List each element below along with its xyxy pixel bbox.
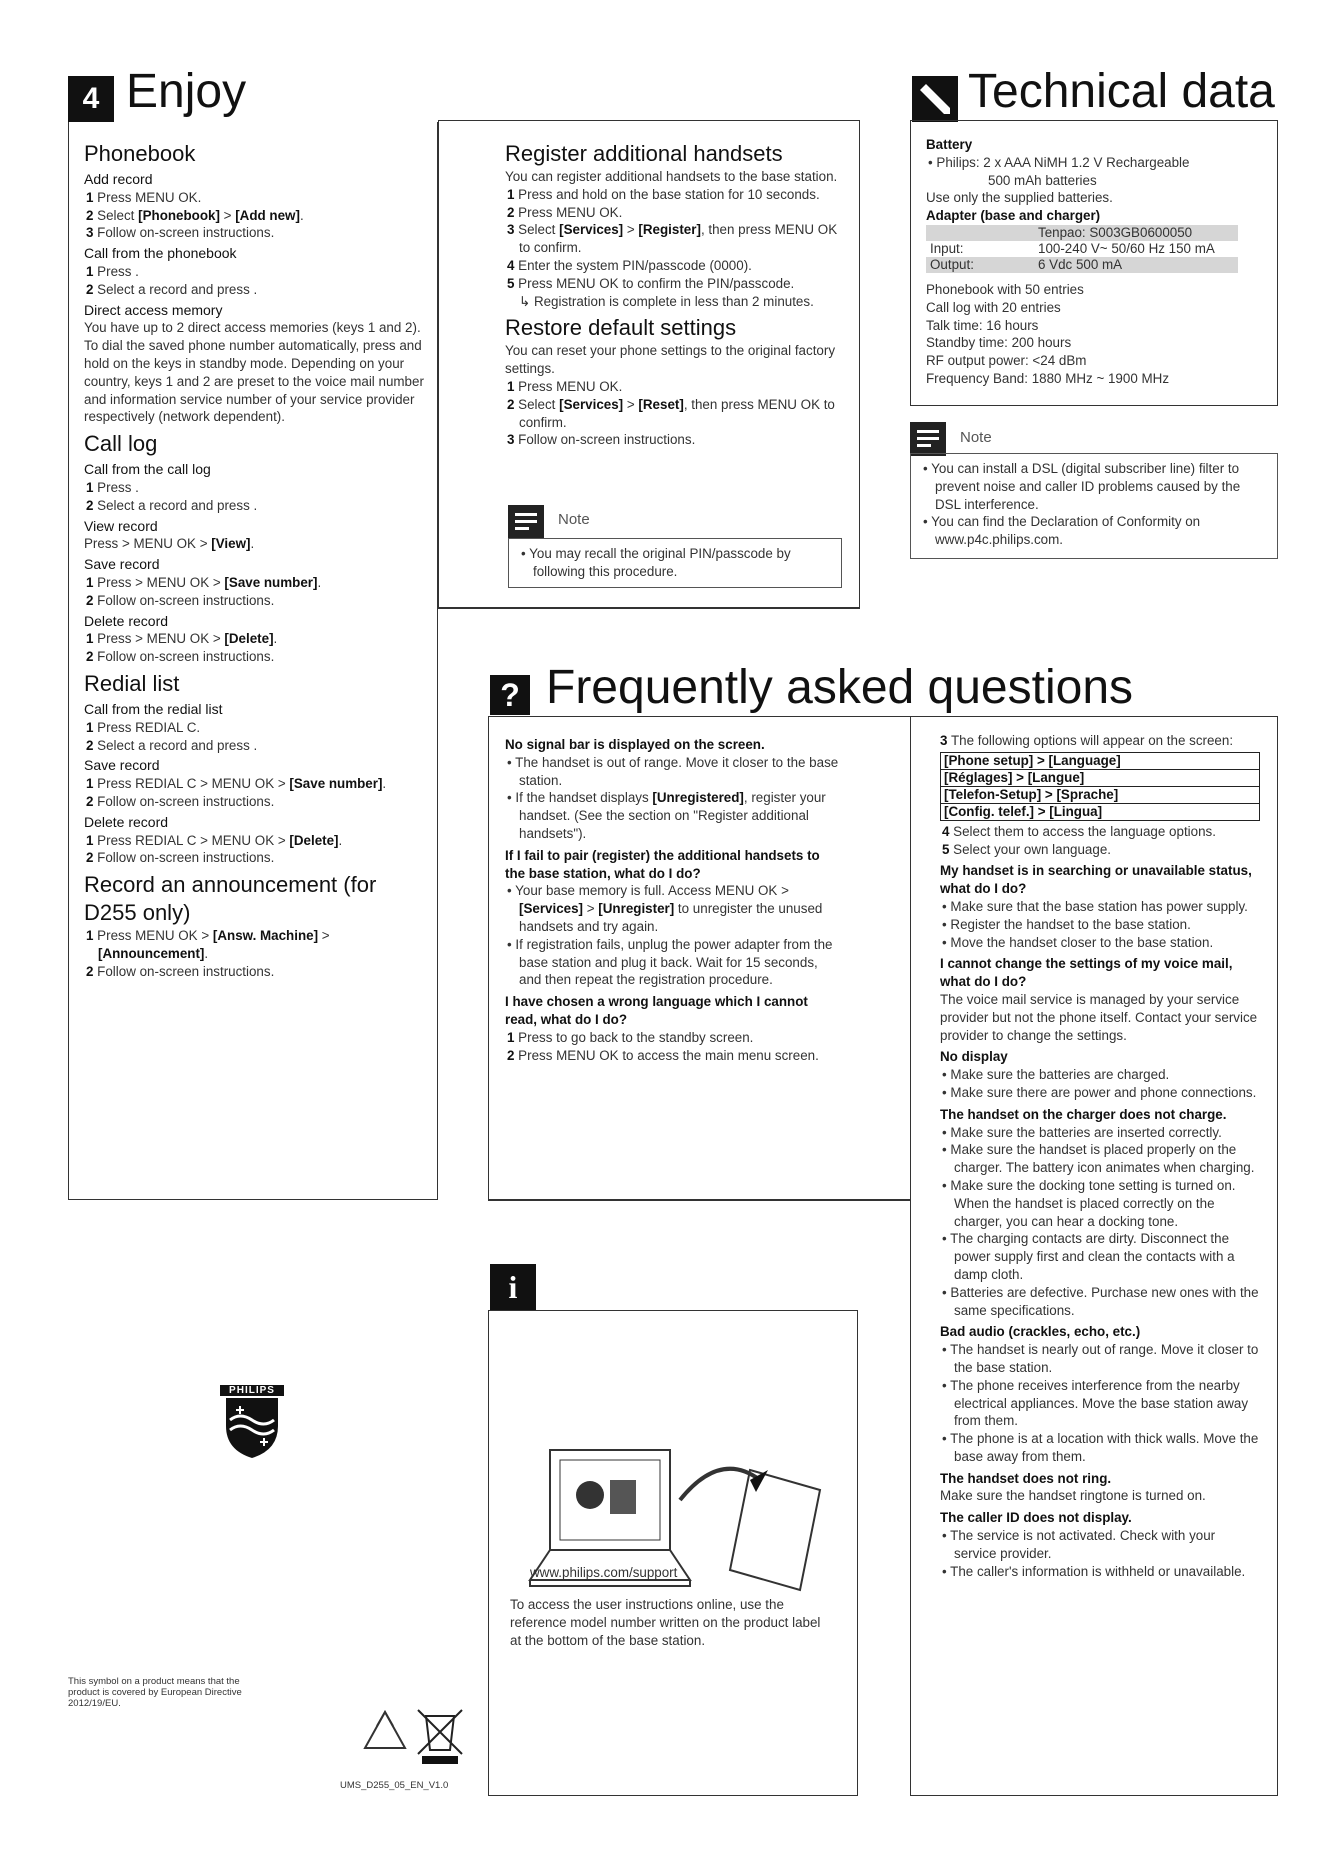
section-heading: Restore default settings bbox=[505, 315, 737, 341]
bullet-item: • The caller's information is withheld or unavailable. bbox=[942, 1563, 1246, 1579]
enjoy-title: Enjoy bbox=[126, 65, 247, 118]
paragraph: You can register additional handsets to the base station. bbox=[505, 169, 838, 184]
bullet-item: • The handset is nearly out of range. Move it closer to the base station. bbox=[942, 1342, 1259, 1375]
subsection-heading: Save record bbox=[84, 757, 160, 774]
step-item: 1 Press > MENU OK > [Save number]. bbox=[86, 574, 322, 590]
weee-bin-icon bbox=[412, 1706, 468, 1766]
step-item: 5 Press MENU OK to confirm the PIN/passcode. bbox=[507, 275, 795, 291]
section-heading: Record an announcement (for D255 only) bbox=[84, 872, 377, 926]
language-option: [Config. telef.] > [Lingua] bbox=[941, 803, 1260, 820]
bullet-item: • The phone is at a location with thick walls. Move the base away from them. bbox=[942, 1431, 1259, 1464]
faq-question: I cannot change the settings of my voice mail, what do I do? bbox=[940, 956, 1233, 990]
enjoy-note-text: • You may recall the original PIN/passcode by following this procedure. bbox=[521, 546, 791, 579]
subsection-heading: Call from the phonebook bbox=[84, 245, 237, 262]
support-url[interactable]: www.philips.com/support bbox=[530, 1565, 678, 1580]
subsection-heading: Delete record bbox=[84, 813, 169, 830]
spec-item: Frequency Band: 1880 MHz ~ 1900 MHz bbox=[926, 370, 1170, 386]
faq-question: No signal bar is displayed on the screen. bbox=[505, 737, 765, 752]
note-icon bbox=[508, 505, 544, 539]
faq-title: Frequently asked questions bbox=[546, 661, 1134, 714]
step-item: 1 Press MENU OK. bbox=[507, 378, 623, 394]
faq-step: 3 The following options will appear on the screen: bbox=[940, 733, 1234, 748]
step-item: 1 Press to go back to the standby screen. bbox=[507, 1029, 754, 1045]
faq-question: I have chosen a wrong language which I cannot read, what do I do? bbox=[505, 994, 808, 1027]
step-item: 1 Press and hold on the base station for 10 seconds. bbox=[507, 186, 820, 202]
step-item: 3 Select [Services] > [Register], then press MENU OK to confirm. bbox=[507, 222, 838, 256]
step-item: 5 Select your own language. bbox=[942, 841, 1111, 857]
faq-question: No display bbox=[940, 1049, 1008, 1065]
bullet-item: • Make sure the handset is placed properly on the charger. The battery icon animates when charging. bbox=[942, 1142, 1255, 1176]
bullet-item: • Make sure there are power and phone connections. bbox=[942, 1084, 1257, 1100]
step-item: 2 Follow on-screen instructions. bbox=[86, 793, 275, 809]
question-icon: ? bbox=[490, 675, 530, 715]
note-item: • You can find the Declaration of Conformity on www.p4c.philips.com. bbox=[923, 514, 1201, 548]
section-number-badge: 4 bbox=[68, 76, 114, 122]
step-item: 3 Follow on-screen instructions. bbox=[507, 432, 696, 448]
section-heading: Register additional handsets bbox=[505, 141, 783, 166]
spec-item: Phonebook with 50 entries bbox=[926, 281, 1084, 297]
paragraph: You can reset your phone settings to the original factory settings. bbox=[505, 343, 836, 377]
step-item: 2 Press MENU OK to access the main menu screen. bbox=[507, 1047, 819, 1063]
step-item: 2 Follow on-screen instructions. bbox=[86, 649, 275, 665]
note-icon bbox=[910, 422, 946, 456]
battery-heading: Battery bbox=[926, 137, 973, 152]
bullet-item: • If registration fails, unplug the power adapter from the base station and plug it back. Wait for 15 seconds, and then repeat the registration procedure. bbox=[507, 936, 833, 988]
weee-text: This symbol on a product means that the product is covered by European Directive 2012/19/EU. bbox=[68, 1676, 242, 1709]
language-options-table bbox=[940, 752, 1260, 821]
philips-logo: PHILIPS bbox=[220, 1385, 284, 1463]
bullet-item: • Batteries are defective. Purchase new ones with the same specifications. bbox=[942, 1284, 1259, 1318]
subsection-heading: Save record bbox=[84, 556, 160, 573]
battery-capacity: 500 mAh batteries bbox=[988, 172, 1097, 188]
step-item: 2 Select a record and press . bbox=[86, 497, 258, 513]
step-item: 4 Select them to access the language options. bbox=[942, 823, 1216, 839]
adapter-row: Tenpao: S003GB0600050 bbox=[926, 225, 1238, 241]
faq-column-1 bbox=[505, 732, 841, 1064]
spec-item: Talk time: 16 hours bbox=[926, 317, 1039, 333]
bullet-item: • Make sure the batteries are inserted correctly. bbox=[942, 1124, 1222, 1140]
step-item: 1 Press . bbox=[86, 479, 139, 495]
bullet-item: • The handset is out of range. Move it closer to the base station. bbox=[507, 754, 839, 788]
step-item: 2 Select [Phonebook] > [Add new]. bbox=[86, 207, 304, 223]
bullet-item: • If the handset displays [Unregistered], register your handset. (See the section on "Register additional handsets"). bbox=[507, 790, 826, 841]
tech-content bbox=[926, 136, 1266, 388]
step-item: 1 Press MENU OK. bbox=[86, 189, 202, 205]
supplied-note: Use only the supplied batteries. bbox=[926, 190, 1113, 206]
enjoy-note-box bbox=[508, 538, 842, 588]
tech-note-label: Note bbox=[960, 429, 992, 446]
language-option: [Réglages] > [Langue] bbox=[941, 769, 1260, 786]
note-item: • You can install a DSL (digital subscriber line) filter to prevent noise and caller ID problems caused by the DSL interference. bbox=[923, 461, 1241, 512]
step-item: 2 Select a record and press . bbox=[86, 737, 258, 753]
subsection-heading: Delete record bbox=[84, 612, 169, 629]
spec-item: RF output power: <24 dBm bbox=[926, 353, 1087, 369]
adapter-row: Output: 6 Vdc 500 mA bbox=[926, 257, 1238, 273]
tech-note-box bbox=[910, 453, 1278, 559]
battery-line: • Philips: 2 x AAA NiMH 1.2 V Rechargeable bbox=[928, 154, 1190, 170]
bullet-item: • Make sure the batteries are charged. bbox=[942, 1067, 1170, 1083]
section-heading: Phonebook bbox=[84, 141, 196, 166]
step-item: 1 Press > MENU OK > [Delete]. bbox=[86, 631, 278, 647]
faq-column-2 bbox=[940, 732, 1260, 1580]
bullet-item: • The charging contacts are dirty. Disconnect the power supply first and clean the contacts with a damp cloth. bbox=[942, 1231, 1235, 1282]
wrench-icon bbox=[912, 76, 958, 122]
enjoy-column-2 bbox=[505, 136, 840, 449]
faq-question: If I fail to pair (register) the additional handsets to the base station, what do I do? bbox=[505, 847, 820, 881]
step-item: 1 Press MENU OK > [Answ. Machine] > [Announcement]. bbox=[86, 928, 330, 961]
bullet-item: • Your base memory is full. Access MENU OK > [Services] > [Unregister] to unregister the unused handsets and try again. bbox=[507, 883, 823, 934]
step-item: 2 Select [Services] > [Reset], then press MENU OK to confirm. bbox=[507, 396, 835, 430]
paragraph: Press > MENU OK > [View]. bbox=[84, 536, 255, 552]
step-item: 2 Select a record and press . bbox=[86, 281, 258, 297]
language-option-row bbox=[941, 752, 1260, 769]
step-item: 2 Follow on-screen instructions. bbox=[86, 850, 275, 866]
step-item: 3 Follow on-screen instructions. bbox=[86, 225, 275, 241]
subsection-heading: Add record bbox=[84, 171, 153, 187]
step-result: ↳ Registration is complete in less than 2 minutes. bbox=[519, 293, 814, 309]
step-item: 2 Press MENU OK. bbox=[507, 204, 623, 220]
step-item: 2 Follow on-screen instructions. bbox=[86, 963, 275, 979]
language-option: [Telefon-Setup] > [Sprache] bbox=[941, 786, 1260, 803]
faq-question: The caller ID does not display. bbox=[940, 1510, 1132, 1526]
language-option: [Phone setup] > [Language] bbox=[941, 752, 1260, 769]
faq-upper-frame bbox=[438, 608, 860, 609]
adapter-row: Input: 100-240 V~ 50/60 Hz 150 mA bbox=[930, 240, 1215, 256]
bullet-item: • Register the handset to the base station. bbox=[942, 916, 1191, 932]
step-item: 1 Press REDIAL C > MENU OK > [Delete]. bbox=[86, 832, 343, 848]
tech-title: Technical data bbox=[968, 65, 1275, 118]
subsection-heading: Call from the call log bbox=[84, 461, 211, 478]
info-icon: i bbox=[490, 1264, 536, 1310]
subsection-heading: Call from the redial list bbox=[84, 700, 223, 717]
step-item: 4 Enter the system PIN/passcode (0000). bbox=[507, 257, 752, 273]
info-text: To access the user instructions online, use the reference model number written on the product label at the bottom of the base station. bbox=[510, 1597, 821, 1648]
paragraph: You have up to 2 direct access memories (keys 1 and 2). To dial the saved phone number automatically, press and hold on the keys in standby mode. Depending on your country, keys 1 and 2 are preset to the voice mail number and information service number of your service provider respectively (network dependent). bbox=[84, 320, 424, 425]
spec-list bbox=[926, 281, 1266, 388]
faq-question: The handset on the charger does not charge. bbox=[940, 1106, 1227, 1122]
section-heading: Redial list bbox=[84, 670, 180, 696]
faq-question: My handset is in searching or unavailable status, what do I do? bbox=[940, 863, 1252, 897]
bullet-item: • Make sure that the base station has power supply. bbox=[942, 898, 1248, 914]
subsection-heading: Direct access memory bbox=[84, 301, 223, 318]
step-item: 1 Press REDIAL C. bbox=[86, 719, 201, 735]
recycle-icon bbox=[355, 1708, 415, 1760]
spec-item: Call log with 20 entries bbox=[926, 299, 1061, 315]
document-code: UMS_D255_05_EN_V1.0 bbox=[340, 1780, 449, 1791]
adapter-table bbox=[926, 225, 1238, 273]
adapter-heading: Adapter (base and charger) bbox=[926, 208, 1101, 224]
faq-question: The handset does not ring. bbox=[940, 1470, 1112, 1486]
language-option-row bbox=[941, 803, 1260, 820]
paragraph: Make sure the handset ringtone is turned on. bbox=[940, 1488, 1206, 1504]
faq-question: Bad audio (crackles, echo, etc.) bbox=[940, 1324, 1141, 1340]
subsection-heading: View record bbox=[84, 517, 158, 534]
bullet-item: • Make sure the docking tone setting is turned on. When the handset is placed correctly on the charger, you can hear a docking tone. bbox=[942, 1177, 1236, 1229]
step-item: 1 Press . bbox=[86, 263, 139, 279]
enjoy-note-label: Note bbox=[558, 511, 590, 528]
paragraph: The voice mail service is managed by your service provider but not the phone itself. Contact your service provider to change the settings. bbox=[940, 991, 1258, 1043]
language-option-row bbox=[941, 786, 1260, 803]
enjoy-column-1 bbox=[84, 136, 424, 980]
faq-divider bbox=[488, 1200, 910, 1201]
step-item: 2 Follow on-screen instructions. bbox=[86, 592, 275, 608]
spec-item: Standby time: 200 hours bbox=[926, 335, 1072, 351]
bullet-item: • The phone receives interference from the nearby electrical appliances. Move the base station away from them. bbox=[942, 1377, 1249, 1429]
bullet-item: • Move the handset closer to the base station. bbox=[942, 934, 1214, 950]
bullet-item: • The service is not activated. Check with your service provider. bbox=[942, 1528, 1216, 1561]
section-heading: Call log bbox=[84, 431, 158, 457]
language-option-row bbox=[941, 769, 1260, 786]
step-item: 1 Press REDIAL C > MENU OK > [Save number]. bbox=[86, 776, 387, 792]
